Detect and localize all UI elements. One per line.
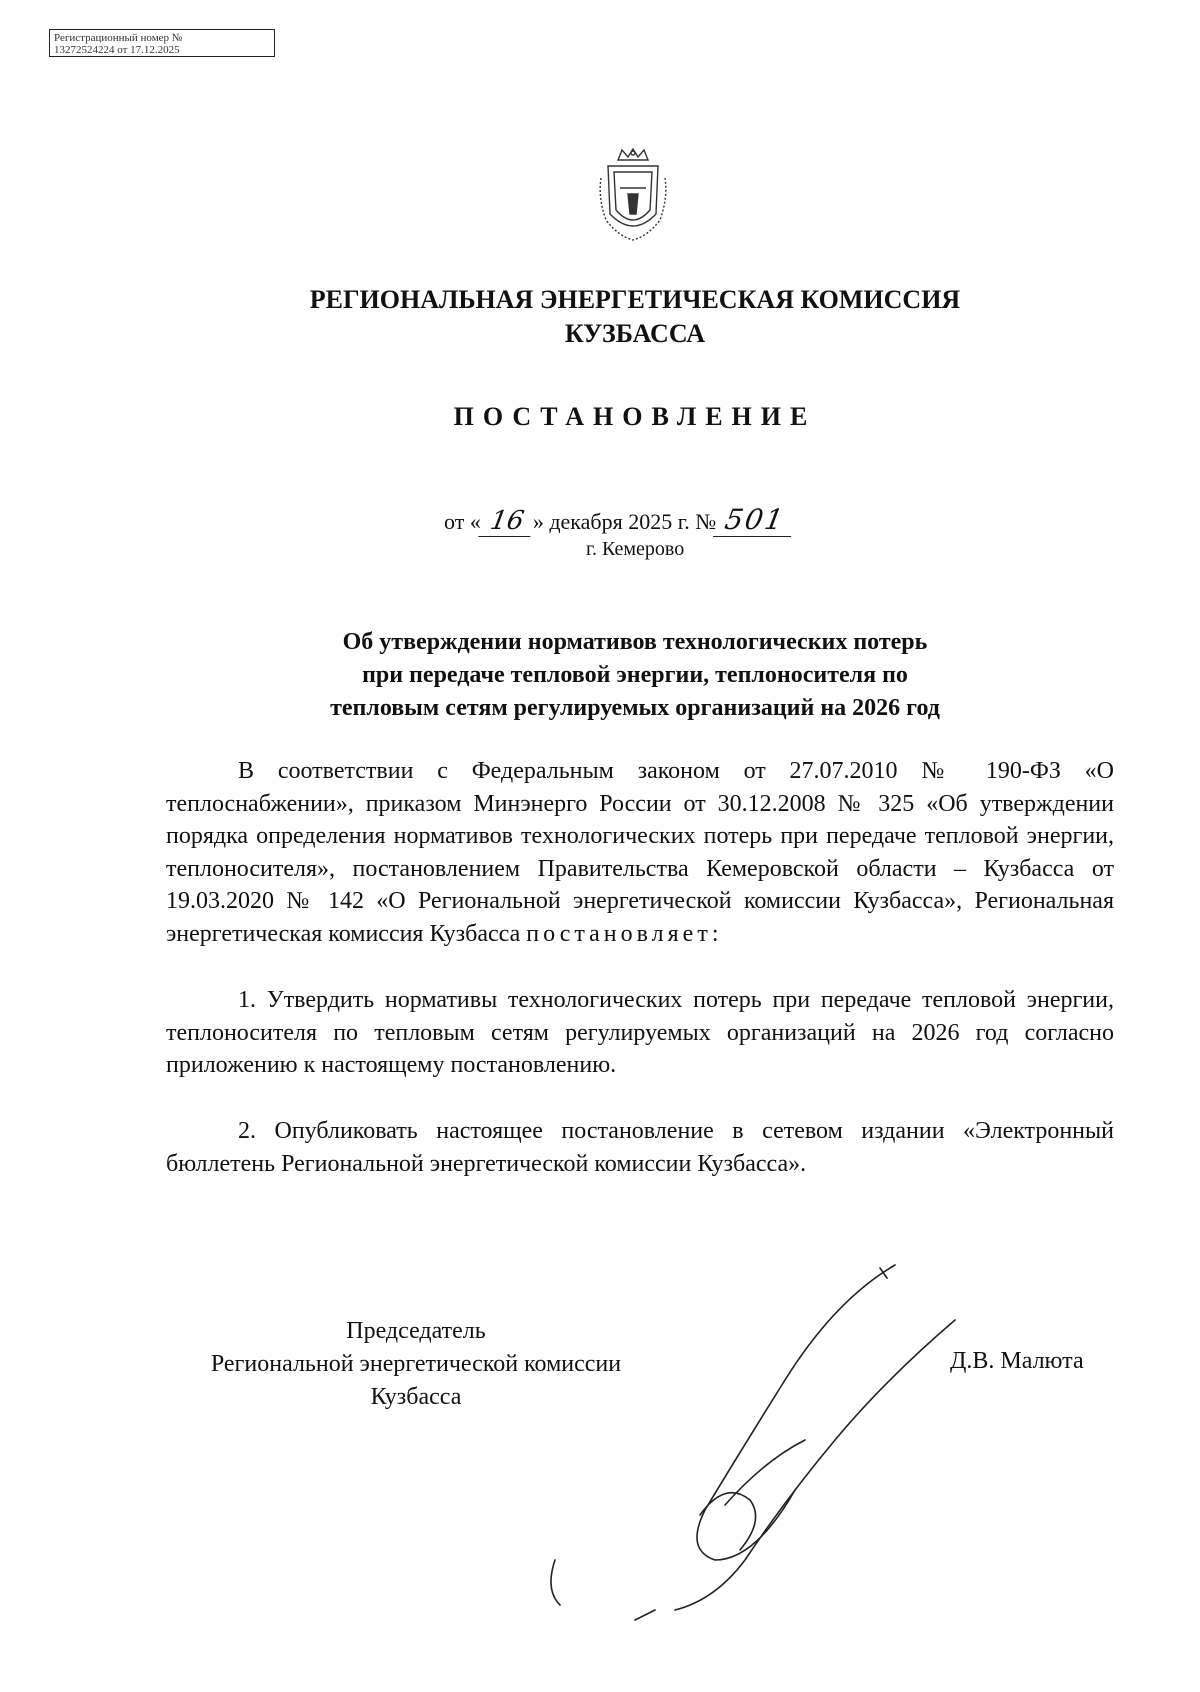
organization-name <box>0 283 1200 351</box>
subject-line-2: при передаче тепловой энергии, теплоносителя по <box>362 662 908 688</box>
subject-line-1: Об утверждении нормативов технологических потерь <box>342 629 928 655</box>
organization-line-1: РЕГИОНАЛЬНАЯ ЭНЕРГЕТИЧЕСКАЯ КОМИССИЯ <box>309 285 961 314</box>
signatory-title <box>166 1315 666 1414</box>
signatory-title-line-1: Председатель <box>346 1318 486 1344</box>
coat-of-arms-icon <box>598 148 668 243</box>
city: г. Кемерово <box>586 538 685 560</box>
preamble-paragraph <box>166 755 1114 950</box>
registration-line-2: 13272524224 от 17.12.2025 <box>54 44 180 56</box>
registration-stamp <box>49 29 275 57</box>
document-type: ПОСТАНОВЛЕНИЕ <box>453 402 817 431</box>
signatory-name: Д.В. Малюта <box>950 1348 1084 1374</box>
preamble-text: В соответствии с Федеральным законом от 27.07.2010 № 190-ФЗ «О теплоснабжении», приказом Минэнерго России от 30.12.2008 № 325 «Об утверждении порядка определения нормативов технологических потерь при передаче тепловой энергии, теплоносителя», постановлением Правительства Кемеровской области – Кузбасса от 19.03.2020 № 142 «О Региональной энергетической комиссии Кузбасса», Региональная энергетическая комиссия Кузбасса <box>166 758 1114 947</box>
date-month-year: » декабря 2025 г. № <box>532 509 717 534</box>
signatory-title-line-2: Региональной энергетической комиссии <box>210 1351 622 1377</box>
document-number: 501 <box>713 503 797 537</box>
date-prefix: от « <box>444 509 481 534</box>
date-day: 16 <box>478 506 535 537</box>
document-subject <box>0 626 1200 725</box>
decree-word: постановляет: <box>526 920 723 947</box>
date-line <box>444 503 794 537</box>
item-2-paragraph: 2. Опубликовать настоящее постановление в сетевом издании «Электронный бюллетень Региональной энергетической комиссии Кузбасса». <box>166 1118 1114 1177</box>
signatory-title-line-3: Кузбасса <box>370 1384 462 1410</box>
registration-line-1: Регистрационный номер № <box>54 32 183 44</box>
item-1-paragraph: 1. Утвердить нормативы технологических потерь при передаче тепловой энергии, теплоносителя по тепловым сетям регулируемых организаций на 2026 год согласно приложению к настоящему постановлению. <box>166 987 1114 1078</box>
subject-line-3: тепловым сетям регулируемых организаций на 2026 год <box>330 695 940 721</box>
organization-line-2: КУЗБАССА <box>564 319 706 348</box>
